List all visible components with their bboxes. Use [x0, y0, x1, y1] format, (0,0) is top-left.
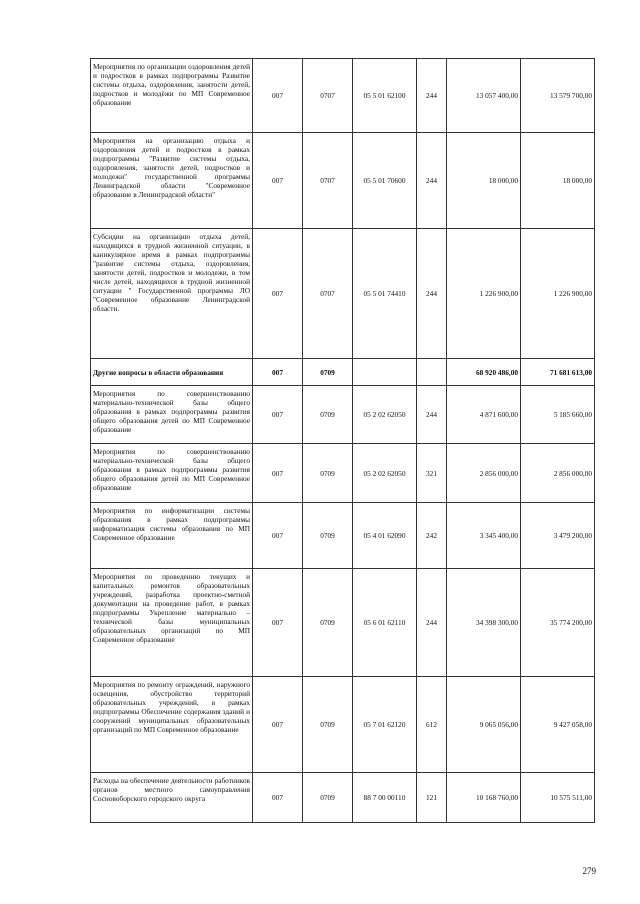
- row-name: Субсидии на организацию отдыха детей, находящихся в трудной жизненной ситуации, в каникулярное время в рамках подпрограммы "развитие системы отдыха, оздоровления, занятости детей, подростков и молодежи, в том числе детей, находящихся в трудной жизненной ситуации " Государственной программы ЛО "Современное образование Ленинградской области.: [91, 229, 253, 359]
- section-code: 0709: [303, 503, 353, 569]
- section-code: 0707: [303, 229, 353, 359]
- target-article-code: 05 5 01 70600: [353, 133, 417, 229]
- target-article-code: 88 7 00 00110: [353, 773, 417, 823]
- ministry-code: 007: [253, 229, 303, 359]
- row-name: Мероприятия по организации оздоровления детей и подростков в рамках подпрограммы Развитие системы отдыха, оздоровления, занятости детей, подростков и молодёжи по МП Современное образование: [91, 59, 253, 133]
- expense-type-code: 321: [417, 444, 447, 503]
- amount-year-2: 35 774 200,00: [521, 569, 595, 677]
- table-row: [91, 386, 595, 444]
- amount-year-2: 71 681 613,00: [521, 359, 595, 386]
- row-name: Мероприятия по проведению текущих и капитальных ремонтов образовательных учреждений, разработка проектно-сметной документации на проведение работ, в рамках подпрограммы Укрепление материально – технической базы муниципальных образовательных организаций по МП Современное образование: [91, 569, 253, 677]
- amount-year-2: 5 185 660,00: [521, 386, 595, 444]
- amount-year-2: 9 427 058,00: [521, 677, 595, 773]
- ministry-code: 007: [253, 677, 303, 773]
- table-row: [91, 229, 595, 359]
- expense-type-code: 244: [417, 386, 447, 444]
- table-row: [91, 59, 595, 133]
- amount-year-1: 68 920 486,00: [447, 359, 521, 386]
- section-code: 0709: [303, 677, 353, 773]
- row-name: Мероприятия по информатизации системы образования в рамках подпрограммы информатизация системы образования по МП Современное образование: [91, 503, 253, 569]
- amount-year-2: 3 479 200,00: [521, 503, 595, 569]
- ministry-code: 007: [253, 133, 303, 229]
- section-code: 0709: [303, 386, 353, 444]
- amount-year-2: 13 579 700,00: [521, 59, 595, 133]
- section-code: 0709: [303, 359, 353, 386]
- table-row-subtotal: [91, 359, 595, 386]
- amount-year-2: 2 856 000,00: [521, 444, 595, 503]
- expense-type-code: 612: [417, 677, 447, 773]
- amount-year-2: 1 226 900,00: [521, 229, 595, 359]
- ministry-code: 007: [253, 444, 303, 503]
- ministry-code: 007: [253, 569, 303, 677]
- row-name: Мероприятия на организацию отдыха и оздоровления детей и подростков в рамках подпрограммы "Развитие системы отдыха, оздоровления, занятости детей, подростков и молодежи" государственной программы Ленинградской области "Современное образование в Ленинградской области": [91, 133, 253, 229]
- budget-table: [90, 58, 595, 823]
- target-article-code: 05 7 01 62120: [353, 677, 417, 773]
- ministry-code: 007: [253, 503, 303, 569]
- expense-type-code: 244: [417, 133, 447, 229]
- expense-type-code: [417, 359, 447, 386]
- table-row: [91, 133, 595, 229]
- table-row: [91, 444, 595, 503]
- expense-type-code: 244: [417, 569, 447, 677]
- target-article-code: 05 4 01 62090: [353, 503, 417, 569]
- row-name: Мероприятия по совершенствованию материально-технической базы общего образования в рамках подпрограммы развития общего образования детей по МП Современное образование: [91, 444, 253, 503]
- expense-type-code: 244: [417, 59, 447, 133]
- ministry-code: 007: [253, 59, 303, 133]
- section-code: 0707: [303, 59, 353, 133]
- table-row: [91, 569, 595, 677]
- row-name: Мероприятия по ремонту ограждений, наружного освещения, обустройство территорий образовательных учреждений, в рамках подпрограммы Обеспечение содержания зданий и сооружений муниципальных образовательных организаций по МП Современное образование: [91, 677, 253, 773]
- ministry-code: 007: [253, 359, 303, 386]
- section-code: 0709: [303, 773, 353, 823]
- target-article-code: 05 2 02 62050: [353, 386, 417, 444]
- expense-type-code: 244: [417, 229, 447, 359]
- amount-year-1: 2 856 000,00: [447, 444, 521, 503]
- section-code: 0707: [303, 133, 353, 229]
- amount-year-1: 13 057 400,00: [447, 59, 521, 133]
- table-row: [91, 503, 595, 569]
- row-name: Другие вопросы в области образования: [91, 359, 253, 386]
- ministry-code: 007: [253, 773, 303, 823]
- table-row: [91, 677, 595, 773]
- expense-type-code: 121: [417, 773, 447, 823]
- target-article-code: 05 5 01 74410: [353, 229, 417, 359]
- amount-year-1: 3 345 400,00: [447, 503, 521, 569]
- section-code: 0709: [303, 569, 353, 677]
- amount-year-1: 9 065 056,00: [447, 677, 521, 773]
- amount-year-1: 1 226 900,00: [447, 229, 521, 359]
- target-article-code: 05 5 01 62100: [353, 59, 417, 133]
- ministry-code: 007: [253, 386, 303, 444]
- target-article-code: [353, 359, 417, 386]
- row-name: Мероприятия по совершенствованию материально-технической базы общего образования в рамках подпрограммы развития общего образования детей по МП Современное образование: [91, 386, 253, 444]
- page-number: 279: [582, 866, 596, 876]
- amount-year-1: 10 168 760,00: [447, 773, 521, 823]
- target-article-code: 05 6 01 62110: [353, 569, 417, 677]
- row-name: Расходы на обеспечение деятельности работников органов местного самоуправления Сосновоборского городского округа: [91, 773, 253, 823]
- amount-year-1: 34 398 300,00: [447, 569, 521, 677]
- table-row: [91, 773, 595, 823]
- section-code: 0709: [303, 444, 353, 503]
- amount-year-2: 10 575 511,00: [521, 773, 595, 823]
- target-article-code: 05 2 02 62050: [353, 444, 417, 503]
- amount-year-2: 18 000,00: [521, 133, 595, 229]
- expense-type-code: 242: [417, 503, 447, 569]
- amount-year-1: 18 000,00: [447, 133, 521, 229]
- amount-year-1: 4 871 600,00: [447, 386, 521, 444]
